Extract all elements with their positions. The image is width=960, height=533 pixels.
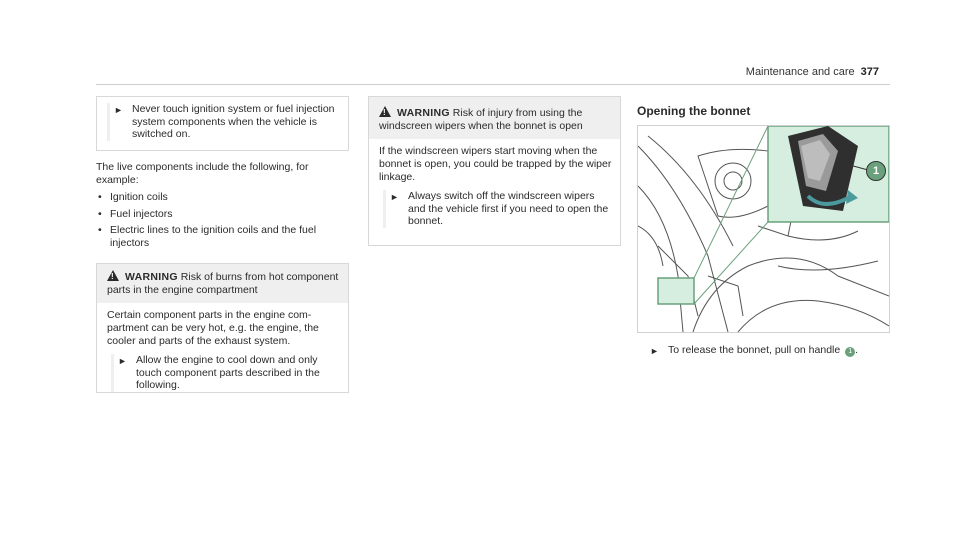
warning-triangle-icon (379, 106, 391, 117)
bonnet-release-illustration (638, 126, 889, 332)
page-number: 377 (860, 66, 879, 78)
bonnet-step-text: To release the bonnet, pull on handle (668, 344, 841, 356)
bonnet-illustration (637, 125, 890, 333)
arrow-icon: ► (114, 105, 123, 115)
section-heading: Opening the bonnet (637, 104, 751, 118)
intro-text: The live components include the following, for example: (96, 161, 309, 186)
note-box (96, 96, 349, 151)
arrow-icon: ► (390, 192, 399, 202)
bonnet-step-item (650, 344, 890, 357)
warning-box-wipers (368, 96, 621, 246)
warning-head-text: Risk of injury from using the windscreen wipers when the bonnet is open (379, 107, 583, 132)
warning-step-text: Allow the engine to cool down and only touch component parts described in the following. (136, 354, 320, 391)
note-step (114, 103, 340, 141)
bonnet-step-end: . (855, 344, 859, 356)
header-rule (96, 84, 890, 85)
callout-1-badge: 1 (866, 161, 886, 181)
note-step-text: Never touch ignition system or fuel injection system components when the vehicle is switched on. (132, 103, 335, 140)
running-header (746, 66, 879, 78)
warning-body: Certain component parts in the engine compartment can be very hot, e.g. the engine, the cooler and parts of the exhaust system. (107, 309, 319, 347)
components-intro (96, 161, 349, 249)
warning-step-wrap (111, 354, 340, 392)
section-title: Maintenance and care (745, 66, 855, 78)
warning-header (369, 97, 620, 139)
list-item: • Fuel injectors (96, 208, 349, 221)
bonnet-step (650, 344, 890, 357)
warning-step (390, 190, 612, 228)
warning-head-text: Risk of burns from hot component parts in the engine compartment (107, 271, 339, 296)
warning-triangle-icon (107, 270, 119, 281)
list-item: • Electric lines to the ignition coils and the fuel injectors (96, 224, 349, 249)
warning-header (97, 264, 348, 303)
warning-step-text: Always switch off the windscreen wipers and the vehicle first if you need to open the bonnet. (408, 190, 609, 227)
arrow-icon: ► (650, 346, 659, 356)
warning-title: WARNING (125, 271, 178, 283)
warning-title: WARNING (397, 107, 450, 119)
note-step-wrap (107, 103, 340, 141)
warning-step (118, 354, 340, 392)
list-item: • Ignition coils (96, 191, 349, 204)
warning-body: If the windscreen wipers start moving when the bonnet is open, you could be trapped by the wiper linkage. (379, 145, 612, 183)
callout-1-icon: 1 (845, 347, 855, 357)
arrow-icon: ► (118, 356, 127, 366)
warning-step-wrap (383, 190, 612, 228)
warning-box-burns (96, 263, 349, 393)
